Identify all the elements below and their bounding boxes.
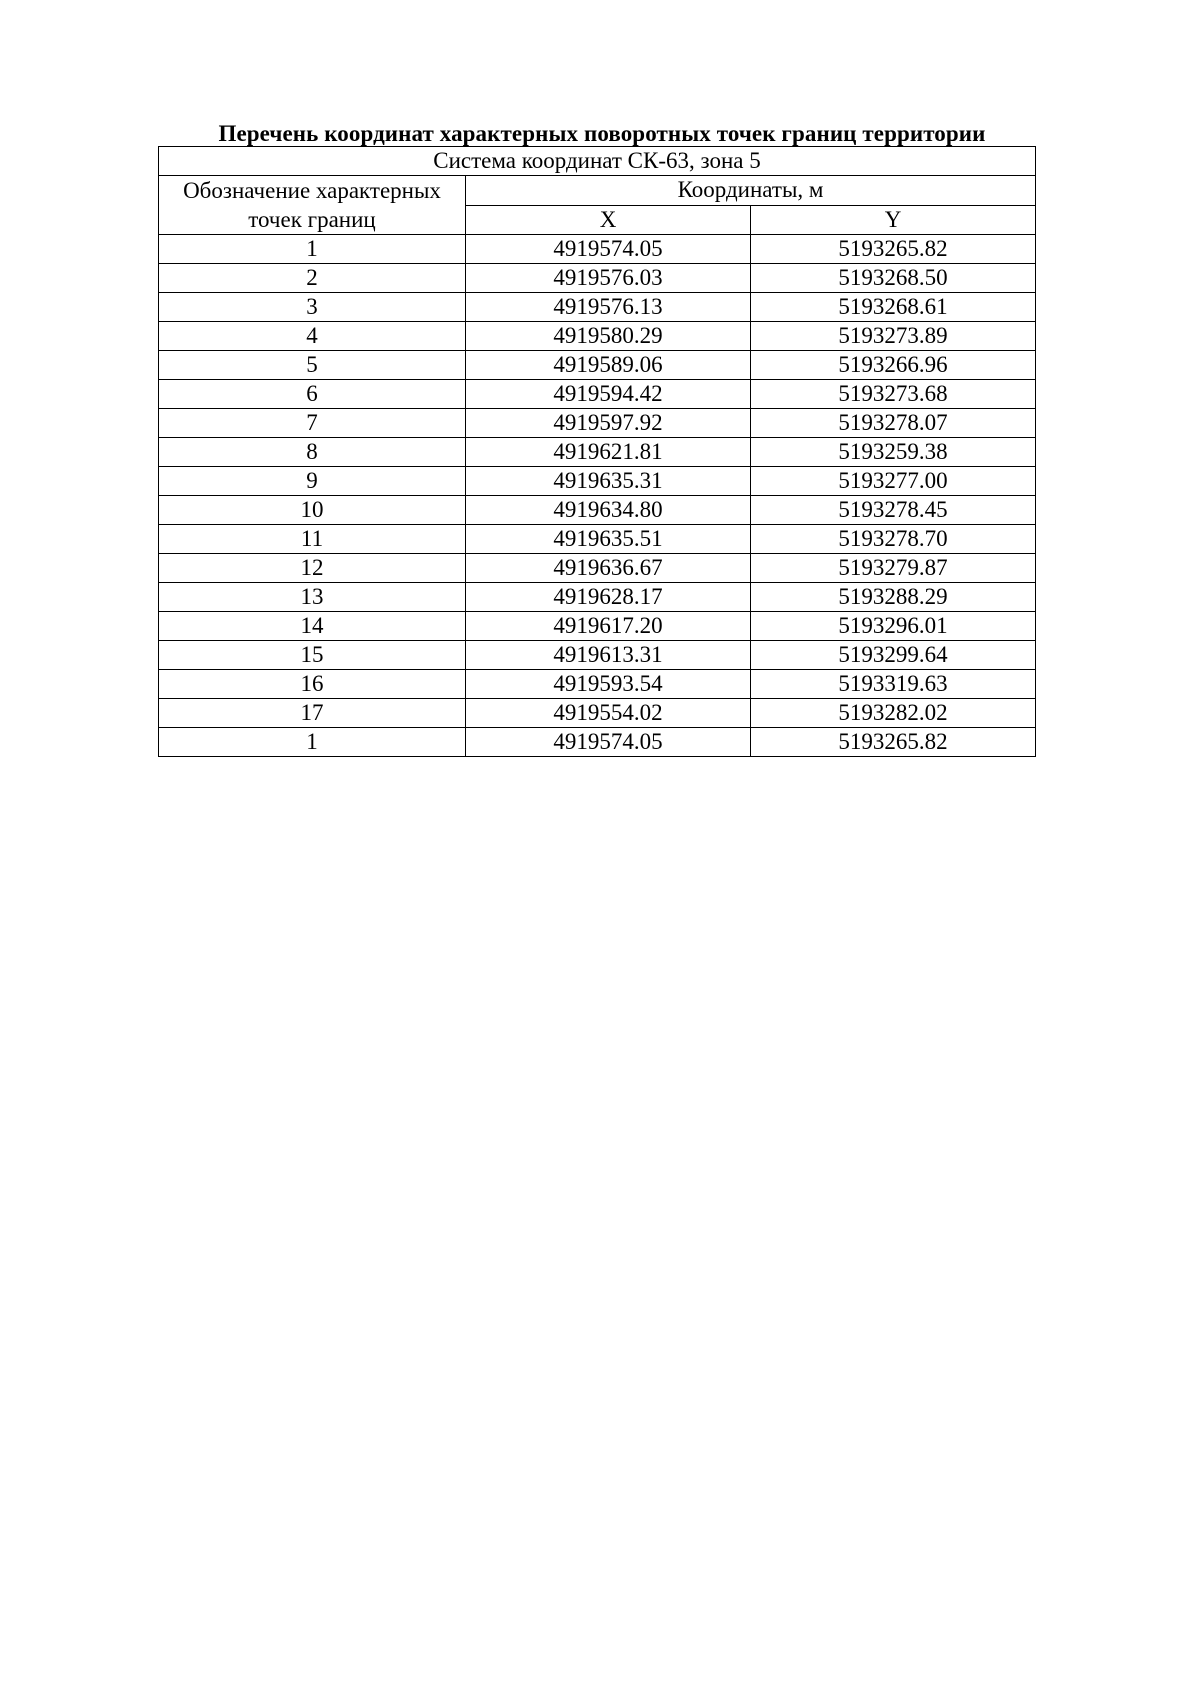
table-row xyxy=(159,583,1036,612)
x-coordinate-cell: 4919554.02 xyxy=(466,699,751,728)
table-row xyxy=(159,612,1036,641)
table-row xyxy=(159,670,1036,699)
coordinates-table-body xyxy=(159,147,1036,757)
x-header: X xyxy=(466,205,751,235)
x-coordinate-cell: 4919635.31 xyxy=(466,467,751,496)
x-coordinate-cell: 4919589.06 xyxy=(466,351,751,380)
point-number-cell: 12 xyxy=(159,554,466,583)
table-row xyxy=(159,380,1036,409)
y-header: Y xyxy=(751,205,1036,235)
x-coordinate-cell: 4919613.31 xyxy=(466,641,751,670)
y-coordinate-cell: 5193278.70 xyxy=(751,525,1036,554)
x-coordinate-cell: 4919593.54 xyxy=(466,670,751,699)
y-coordinate-cell: 5193273.89 xyxy=(751,322,1036,351)
y-coordinate-cell: 5193268.61 xyxy=(751,293,1036,322)
x-coordinate-cell: 4919628.17 xyxy=(466,583,751,612)
y-coordinate-cell: 5193278.45 xyxy=(751,496,1036,525)
point-number-cell: 9 xyxy=(159,467,466,496)
x-coordinate-cell: 4919574.05 xyxy=(466,235,751,264)
y-coordinate-cell: 5193296.01 xyxy=(751,612,1036,641)
y-coordinate-cell: 5193265.82 xyxy=(751,728,1036,757)
y-coordinate-cell: 5193277.00 xyxy=(751,467,1036,496)
table-row xyxy=(159,322,1036,351)
document-title: Перечень координат характерных поворотных точек границ территории xyxy=(218,121,986,146)
point-number-cell: 3 xyxy=(159,293,466,322)
point-number-cell: 4 xyxy=(159,322,466,351)
point-number-cell: 6 xyxy=(159,380,466,409)
x-coordinate-cell: 4919634.80 xyxy=(466,496,751,525)
point-number-cell: 13 xyxy=(159,583,466,612)
x-coordinate-cell: 4919594.42 xyxy=(466,380,751,409)
point-number-cell: 2 xyxy=(159,264,466,293)
table-row xyxy=(159,235,1036,264)
coordinate-system-cell: Система координат СК-63, зона 5 xyxy=(159,147,1036,176)
y-coordinate-cell: 5193259.38 xyxy=(751,438,1036,467)
coordinates-table xyxy=(158,146,1036,757)
x-coordinate-cell: 4919580.29 xyxy=(466,322,751,351)
y-coordinate-cell: 5193279.87 xyxy=(751,554,1036,583)
y-coordinate-cell: 5193278.07 xyxy=(751,409,1036,438)
y-coordinate-cell: 5193268.50 xyxy=(751,264,1036,293)
table-row xyxy=(159,467,1036,496)
table-row xyxy=(159,409,1036,438)
x-coordinate-cell: 4919597.92 xyxy=(466,409,751,438)
table-row xyxy=(159,728,1036,757)
y-coordinate-cell: 5193282.02 xyxy=(751,699,1036,728)
y-coordinate-cell: 5193319.63 xyxy=(751,670,1036,699)
y-coordinate-cell: 5193265.82 xyxy=(751,235,1036,264)
x-coordinate-cell: 4919621.81 xyxy=(466,438,751,467)
coordinates-header: Координаты, м xyxy=(466,176,1036,206)
table-row xyxy=(159,699,1036,728)
point-number-cell: 17 xyxy=(159,699,466,728)
point-number-cell: 14 xyxy=(159,612,466,641)
table-row xyxy=(159,264,1036,293)
point-designation-header: Обозначение характерных точек границ xyxy=(159,176,466,235)
table-row xyxy=(159,641,1036,670)
x-coordinate-cell: 4919574.05 xyxy=(466,728,751,757)
point-number-cell: 5 xyxy=(159,351,466,380)
point-number-cell: 16 xyxy=(159,670,466,699)
y-coordinate-cell: 5193273.68 xyxy=(751,380,1036,409)
point-number-cell: 8 xyxy=(159,438,466,467)
x-coordinate-cell: 4919576.13 xyxy=(466,293,751,322)
table-row xyxy=(159,351,1036,380)
point-number-cell: 11 xyxy=(159,525,466,554)
table-row xyxy=(159,293,1036,322)
table-row xyxy=(159,554,1036,583)
point-number-cell: 10 xyxy=(159,496,466,525)
x-coordinate-cell: 4919576.03 xyxy=(466,264,751,293)
x-coordinate-cell: 4919617.20 xyxy=(466,612,751,641)
table-row xyxy=(159,496,1036,525)
y-coordinate-cell: 5193288.29 xyxy=(751,583,1036,612)
point-number-cell: 1 xyxy=(159,728,466,757)
x-coordinate-cell: 4919635.51 xyxy=(466,525,751,554)
y-coordinate-cell: 5193299.64 xyxy=(751,641,1036,670)
point-number-cell: 7 xyxy=(159,409,466,438)
point-number-cell: 15 xyxy=(159,641,466,670)
y-coordinate-cell: 5193266.96 xyxy=(751,351,1036,380)
point-number-cell: 1 xyxy=(159,235,466,264)
table-row xyxy=(159,525,1036,554)
coordinate-system-row xyxy=(159,147,1036,176)
table-row xyxy=(159,438,1036,467)
x-coordinate-cell: 4919636.67 xyxy=(466,554,751,583)
header-row xyxy=(159,176,1036,206)
